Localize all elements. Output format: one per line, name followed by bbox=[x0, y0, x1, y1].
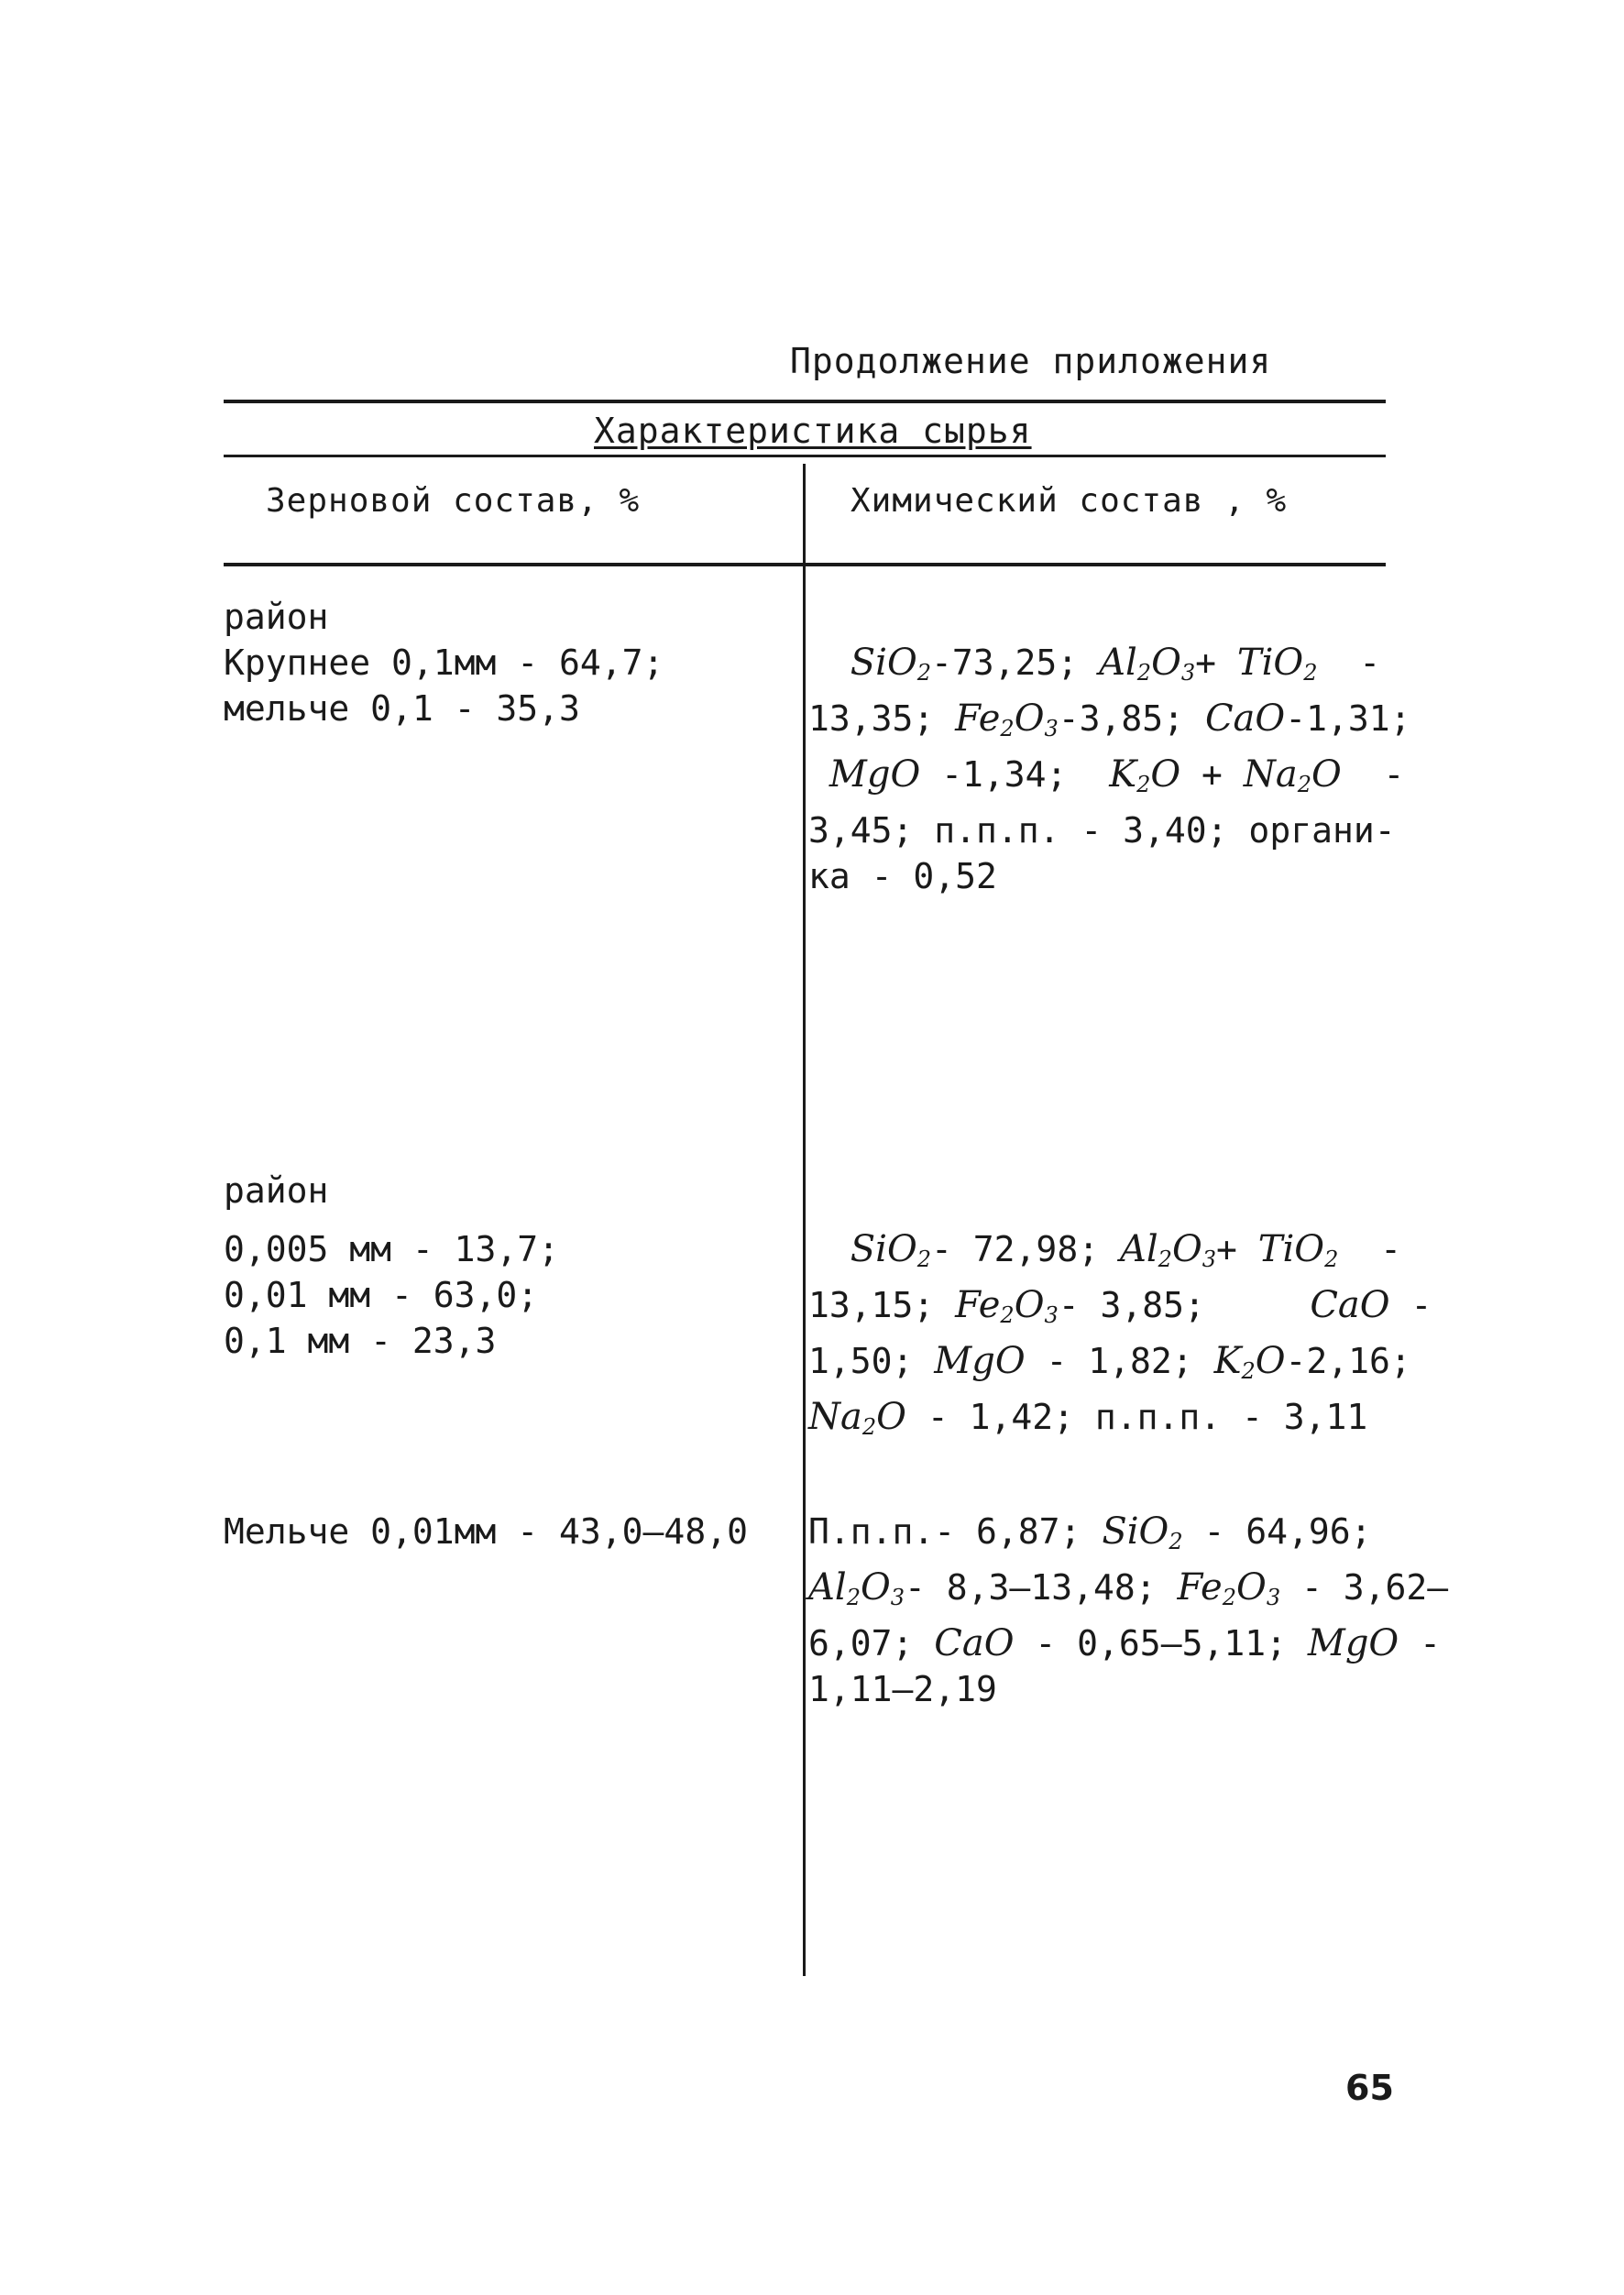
row-1-chem-line-1: SiO$_2$-73,25; $Al_2O_3+ TiO_2$ - bbox=[850, 642, 1381, 686]
mgo-formula: MgO bbox=[828, 753, 921, 796]
tio2-formula: TiO$_2$ bbox=[1236, 642, 1318, 686]
na2o-formula: $Na_2O$ bbox=[808, 1396, 906, 1440]
row-3-grain-cell bbox=[224, 1509, 748, 1554]
row-2-grain-line-2: 0,01 мм - 63,0; bbox=[224, 1275, 539, 1315]
row-3-chem-cell bbox=[808, 1509, 1448, 1712]
row-1-chem-line-3: MgO -1,34; $K_2O + Na_2O$ - bbox=[828, 753, 1405, 797]
row-3-chem-line-3: 6,07; CaO - 0,65–5,11; MgO - bbox=[808, 1622, 1441, 1664]
k2o-formula: $K_2O$ bbox=[1213, 1340, 1286, 1384]
row-2-chem-line-1: SiO$_2$- 72,98; $Al_2O_3+ TiO_2$ - bbox=[850, 1228, 1401, 1272]
column-header-chemical: Химический состав , % bbox=[850, 482, 1288, 520]
sio2-formula: SiO$_2$ bbox=[850, 1228, 932, 1272]
fe2o3-formula: $Fe_2O_3$ bbox=[955, 1284, 1059, 1328]
row-2-grain-label: район bbox=[224, 1170, 329, 1211]
sio2-formula: SiO$_2$ bbox=[1102, 1510, 1183, 1554]
mgo-formula: MgO bbox=[934, 1340, 1026, 1382]
cao-formula: CaO bbox=[934, 1622, 1015, 1664]
page-number: 65 bbox=[1345, 2068, 1394, 2108]
row-1-grain-label: район bbox=[224, 597, 329, 637]
sio2-formula: SiO$_2$ bbox=[850, 642, 932, 686]
title-rule bbox=[224, 455, 1386, 457]
cao-formula: CaO bbox=[1204, 697, 1286, 740]
na2o-formula: $Na_2O$ bbox=[1243, 753, 1342, 797]
row-2-chem-line-2: 13,15; $Fe_2O_3-$ 3,85; CaO - bbox=[808, 1284, 1432, 1328]
fe2o3-formula: $Fe_2O_3$ bbox=[1177, 1566, 1281, 1610]
row-2-grain-line-1: 0,005 мм - 13,7; bbox=[224, 1229, 560, 1269]
column-divider bbox=[803, 464, 806, 1976]
row-1-chem-cell bbox=[808, 640, 1410, 899]
row-2-grain-cell bbox=[224, 1168, 559, 1364]
table-title: Характеристика сырья bbox=[594, 411, 1032, 451]
row-2-chem-cell bbox=[808, 1226, 1432, 1450]
row-3-chem-line-2: $Al_2O_3-$ 8,3–13,48; $Fe_2O_3 - 3,62-$ bbox=[808, 1566, 1449, 1610]
mgo-formula: MgO bbox=[1307, 1622, 1399, 1664]
row-1-chem-line-5: ка - 0,52 bbox=[808, 856, 997, 896]
k2o-formula: $K_2O$ bbox=[1109, 753, 1181, 797]
fe2o3-formula: $Fe_2O_3$ bbox=[955, 697, 1059, 741]
row-2-chem-line-3: 1,50; MgO - 1,82; $K_2O-2,16$; bbox=[808, 1340, 1411, 1384]
row-1-chem-line-4: 3,45; п.п.п. - 3,40; органи- bbox=[808, 810, 1396, 851]
column-header-grain: Зерновой состав, % bbox=[266, 482, 641, 520]
tio2-formula: TiO$_2$ bbox=[1257, 1228, 1339, 1272]
row-3-chem-line-4: 1,11–2,19 bbox=[808, 1669, 997, 1709]
cao-formula: CaO bbox=[1310, 1284, 1390, 1326]
row-1-chem-line-2: 13,35; $Fe_2O_3-3,85$; CaO-1,31; bbox=[808, 697, 1411, 741]
row-1-grain-line-2: мельче 0,1 - 35,3 bbox=[224, 688, 580, 729]
al2o3-formula: $Al_2O_3$ bbox=[808, 1566, 905, 1610]
top-rule bbox=[224, 400, 1386, 403]
al2o3-formula: $Al_2O_3$ bbox=[1119, 1228, 1217, 1272]
row-2-chem-line-4: $Na_2O - 1,42$; п.п.п. - 3,11 bbox=[808, 1396, 1368, 1440]
row-1-grain-cell bbox=[224, 594, 664, 731]
al2o3-formula: $Al_2O_3$ bbox=[1099, 642, 1196, 686]
row-2-grain-line-3: 0,1 мм - 23,3 bbox=[224, 1321, 497, 1361]
row-3-chem-line-1: П.п.п.- 6,87; SiO$_2$ - 64,96; bbox=[808, 1510, 1372, 1554]
row-1-grain-line-1: Крупнее 0,1мм - 64,7; bbox=[224, 642, 664, 683]
page-heading: Продолжение приложения bbox=[790, 341, 1272, 381]
row-3-grain-line-1: Мельче 0,01мм - 43,0–48,0 bbox=[224, 1511, 748, 1552]
